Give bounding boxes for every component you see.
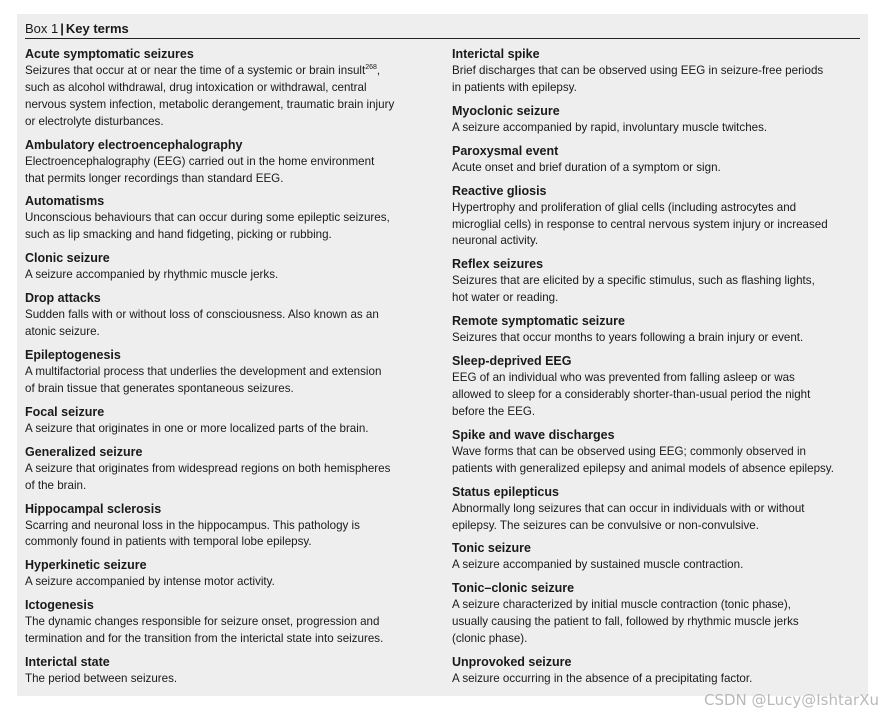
definition-text: hot water or reading. [452,291,559,305]
term-title: Spike and wave discharges [452,427,615,442]
definition-text: The period between seizures. [25,672,178,686]
definition-line [25,171,437,188]
term-title: Unprovoked seizure [452,655,572,670]
term-definition [452,671,864,688]
term-entry-status-epilepticus [452,484,864,535]
definition-line [452,120,864,137]
definition-text: A seizure occurring in the absence of a precipitating factor. [452,672,753,686]
term-entry-unprovoked-seizure [452,654,864,688]
box-number: Box 1 [25,21,59,36]
definition-line [25,267,437,284]
definition-text: Electroencephalography (EEG) carried out in the home environment [25,154,375,168]
definition-text: that permits longer recordings than standard EEG. [25,171,284,185]
definition-line [452,671,864,688]
definition-line [25,210,437,227]
box-separator: | [60,21,64,36]
definition-line [452,217,864,234]
term-definition [452,597,864,648]
definition-text: termination and for the transition from the interictal state into seizures. [25,632,384,646]
term-entry-tonic-seizure [452,540,864,574]
definition-text: of the brain. [25,478,87,492]
box-header [25,21,860,39]
term-entry-reflex-seizures [452,256,864,307]
term-title: Sleep-deprived EEG [452,354,572,369]
definition-line [25,614,437,631]
definition-line [25,478,437,495]
definition-text: Scarring and neuronal loss in the hippocampus. This pathology is [25,518,360,532]
definition-text: before the EEG. [452,404,536,418]
term-entry-generalized-seizure [25,444,437,495]
term-entry-spike-and-wave-discharges [452,427,864,478]
term-definition [25,63,437,131]
term-definition [452,63,864,97]
term-entry-ictogenesis [25,597,437,648]
definition-line [25,461,437,478]
definition-text: in patients with epilepsy. [452,80,577,94]
definition-text: atonic seizure. [25,325,100,339]
definition-line [452,370,864,387]
term-entry-remote-symptomatic-seizure [452,313,864,347]
term-definition [452,444,864,478]
definition-text: Unconscious behaviours that can occur during some epileptic seizures, [25,211,390,225]
term-definition [25,210,437,244]
definition-text: Seizures that are elicited by a specific stimulus, such as flashing lights, [452,274,815,288]
definition-text: A multifactorial process that underlies the development and extension [25,364,382,378]
term-title: Interictal spike [452,47,540,61]
term-entry-myoclonic-seizure [452,103,864,137]
definition-text: nervous system infection, metabolic derangement, traumatic brain injury [25,97,395,111]
term-definition [452,557,864,574]
key-terms-box [17,14,868,696]
term-title: Tonic–clonic seizure [452,581,575,596]
term-title: Paroxysmal event [452,143,559,158]
definition-text: The dynamic changes responsible for seizure onset, progression and [25,615,380,629]
definition-text: neuronal activity. [452,234,539,248]
definition-line [452,631,864,648]
term-title: Generalized seizure [25,444,143,459]
term-definition [452,370,864,421]
definition-line [452,330,864,347]
term-title: Epileptogenesis [25,347,121,362]
definition-line [25,227,437,244]
term-definition [452,501,864,535]
definition-text: usually causing the patient to fall, followed by rhythmic muscle jerks [452,615,799,629]
term-entry-focal-seizure [25,404,437,438]
term-title: Drop attacks [25,291,101,306]
term-entry-sleep-deprived-eeg [452,353,864,421]
definition-line [452,614,864,631]
left-term-column [25,46,437,694]
term-entry-epileptogenesis [25,347,437,398]
definition-line [452,557,864,574]
term-entry-paroxysmal-event [452,143,864,177]
definition-line [25,518,437,535]
definition-line [25,80,437,97]
term-title: Automatisms [25,194,105,209]
definition-text: A seizure characterized by initial muscle contraction (tonic phase), [452,598,791,612]
definition-text: Sudden falls with or without loss of consciousness. Also known as an [25,308,379,322]
definition-line [25,574,437,591]
definition-line [25,381,437,398]
definition-text: such as lip smacking and hand fidgeting, picking or rubbing. [25,228,332,242]
definition-text: A seizure accompanied by rapid, involuntary muscle twitches. [452,120,768,134]
term-title: Status epilepticus [452,484,559,499]
term-entry-reactive-gliosis [452,183,864,251]
definition-text: of brain tissue that generates spontaneous seizures. [25,381,294,395]
definition-line [452,80,864,97]
definition-line [452,63,864,80]
definition-text: commonly found in patients with temporal lobe epilepsy. [25,535,312,549]
definition-line [25,114,437,131]
definition-line [25,324,437,341]
definition-text: allowed to sleep for a considerably shorter-than-usual period the night [452,387,811,401]
term-title: Tonic seizure [452,541,531,556]
term-title: Ambulatory electroencephalography [25,137,243,152]
right-term-column [452,46,864,694]
definition-text: Hypertrophy and proliferation of glial cells (including astrocytes and [452,200,797,214]
definition-text: or electrolyte disturbances. [25,114,164,128]
term-title: Myoclonic seizure [452,103,560,118]
term-definition [25,614,437,648]
term-title: Reactive gliosis [452,183,547,198]
term-entry-clonic-seizure [25,250,437,284]
term-title: Acute symptomatic seizures [25,47,194,61]
definition-line [25,364,437,381]
definition-text: A seizure that originates from widespread regions on both hemispheres [25,461,391,475]
definition-text: EEG of an individual who was prevented from falling asleep or was [452,371,795,385]
term-definition [25,518,437,552]
term-definition [452,120,864,137]
term-definition [25,461,437,495]
term-title: Interictal state [25,655,110,670]
term-title: Remote symptomatic seizure [452,314,625,329]
term-title: Hyperkinetic seizure [25,558,147,573]
term-definition [25,364,437,398]
term-definition [25,267,437,284]
term-definition [25,421,437,438]
reference-suffix: , [376,64,381,77]
definition-text: Abnormally long seizures that can occur in individuals with or without [452,501,805,515]
definition-text: patients with generalized epilepsy and animal models of absence epilepsy. [452,461,834,475]
definition-line [452,404,864,421]
definition-line [25,671,437,688]
definition-line [25,154,437,171]
definition-line [452,290,864,307]
definition-line [452,200,864,217]
term-definition [25,574,437,591]
term-definition [452,330,864,347]
definition-line [452,160,864,177]
term-definition [452,160,864,177]
definition-line [452,461,864,478]
term-title: Focal seizure [25,404,105,419]
term-entry-drop-attacks [25,290,437,341]
term-definition [25,671,437,688]
definition-text: Acute onset and brief duration of a symptom or sign. [452,160,721,174]
term-definition [25,307,437,341]
watermark: CSDN @Lucy@IshtarXu [703,691,879,709]
reference-superscript: 268 [365,64,377,71]
definition-text: Wave forms that can be observed using EEG; commonly observed in [452,444,806,458]
definition-text: A seizure accompanied by rhythmic muscle jerks. [25,268,279,282]
definition-line [452,501,864,518]
term-entry-hippocampal-sclerosis [25,501,437,552]
term-entry-ambulatory-electroencephalography [25,137,437,188]
definition-text: Seizures that occur months to years following a brain injury or event. [452,331,804,345]
definition-line [25,63,437,80]
term-entry-interictal-spike [452,46,864,97]
term-entry-automatisms [25,193,437,244]
term-title: Ictogenesis [25,598,94,613]
definition-text: (clonic phase). [452,632,528,646]
term-title: Reflex seizures [452,257,544,272]
definition-line [452,387,864,404]
term-definition [25,154,437,188]
definition-text: microglial cells) in response to central nervous system injury or increased [452,217,828,231]
definition-line [25,534,437,551]
definition-line [452,518,864,535]
definition-line [452,597,864,614]
term-entry-interictal-state [25,654,437,688]
definition-line [452,233,864,250]
term-entry-acute-symptomatic-seizures [25,46,437,131]
term-definition [452,200,864,251]
definition-line [25,307,437,324]
definition-text: A seizure accompanied by sustained muscle contraction. [452,558,744,572]
definition-line [452,273,864,290]
box-title: Key terms [65,21,129,36]
term-title: Hippocampal sclerosis [25,501,162,516]
definition-line [25,421,437,438]
definition-line [25,97,437,114]
term-definition [452,273,864,307]
definition-text: A seizure that originates in one or more localized parts of the brain. [25,421,369,435]
definition-text: Seizures that occur at or near the time of a systemic or brain insult [25,64,366,77]
definition-text: such as alcohol withdrawal, drug intoxication or withdrawal, central [25,80,367,94]
definition-line [452,444,864,461]
term-title: Clonic seizure [25,251,110,266]
definition-text: A seizure accompanied by intense motor activity. [25,575,275,589]
term-entry-tonic-clonic-seizure [452,580,864,648]
definition-text: epilepsy. The seizures can be convulsive or non-convulsive. [452,518,759,532]
term-entry-hyperkinetic-seizure [25,557,437,591]
definition-line [25,631,437,648]
definition-text: Brief discharges that can be observed using EEG in seizure-free periods [452,64,824,77]
